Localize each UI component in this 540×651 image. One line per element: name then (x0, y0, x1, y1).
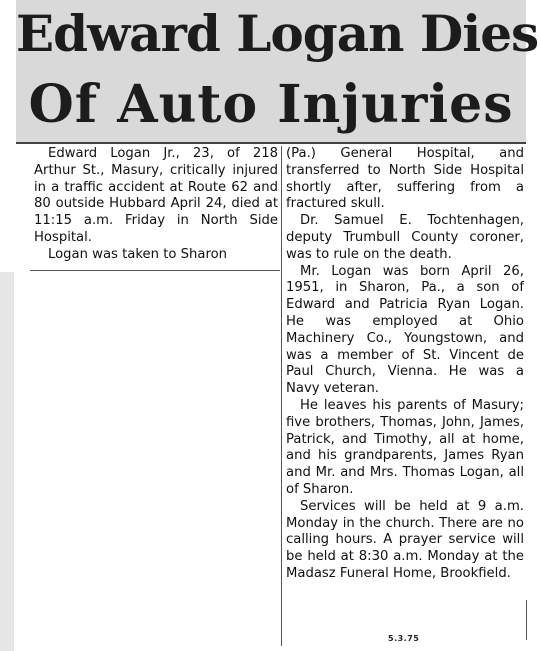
paragraph: Dr. Samuel E. Tochtenhagen, deputy Trumbull County coroner, was to rule on the death. (286, 213, 524, 262)
paragraph: (Pa.) General Hospital, and transferred to North Side Hospital shortly after, suffering from a fractured skull. (286, 146, 524, 212)
headline-banner (16, 0, 539, 144)
column-edge (526, 600, 527, 640)
article-column-right (286, 146, 524, 583)
blank-area (14, 272, 282, 651)
paragraph: Logan was taken to Sharon (48, 246, 227, 262)
paragraph: Services will be held at 9 a.m. Monday in the church. There are no calling hours. A prayer service will be held at 8:30 a.m. Monday at the Madasz Funeral Home, Brookfield. (286, 498, 524, 581)
headline-line-1: Edward Logan Dies (16, 4, 539, 63)
paragraph: Mr. Logan was born April 26, 1951, in Sharon, Pa., a son of Edward and Patricia Ryan Logan. He was employed at Ohio Machinery Co., Youngstown, and was a member of St. Vincent de Paul Church, Vienna. He was a Navy veteran. (286, 263, 524, 397)
paragraph: He leaves his parents of Masury; five brothers, Thomas, John, James, Patrick, and Timothy, all at home, and his grandparents, James Ryan and Mr. and Mrs. Thomas Logan, all of Sharon. (286, 397, 524, 497)
article-column-left (34, 146, 278, 264)
paragraph: Edward Logan Jr., 23, of 218 Arthur St., Masury, critically injured in a traffic accident at Route 62 and 80 outside Hubbard April 24, died at 11:15 a.m. Friday in North Side Hospital. (34, 146, 278, 245)
dateline: 5.3.75 (388, 634, 420, 643)
column-divider-horizontal (30, 270, 280, 271)
scan-margin (0, 272, 14, 651)
column-divider-vertical (281, 146, 282, 646)
headline-line-2: Of Auto Injuries (28, 74, 514, 135)
